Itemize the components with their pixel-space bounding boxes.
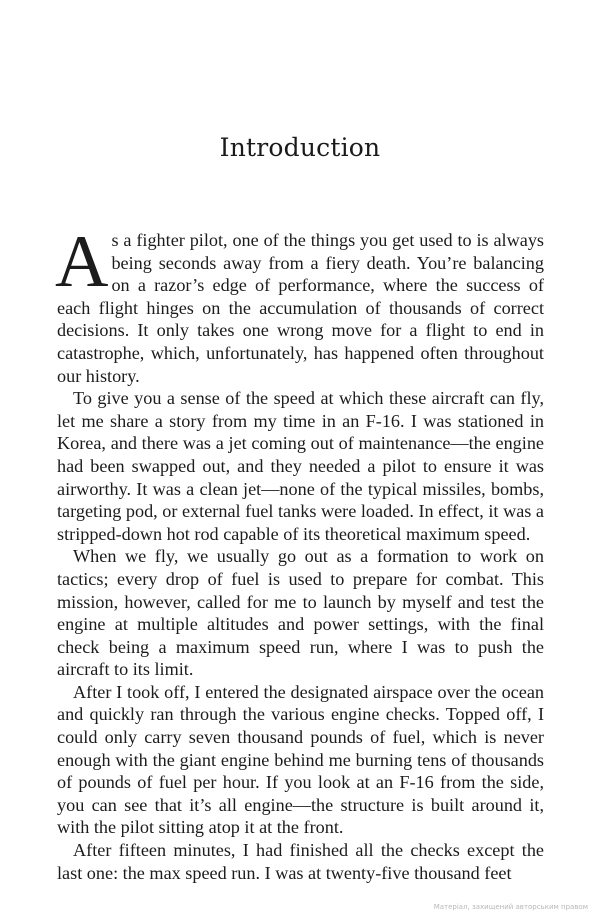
chapter-body: [55, 221, 544, 884]
paragraph-3: When we fly, we usually go out as a formation to work on tactics; every drop of fuel is used to prepare for combat. This mission, however, called for me to launch by myself and test the engine at multiple altitudes and power settings, with the final check being a maximum speed run, where I was to push the aircraft to its limit.: [57, 546, 544, 680]
paragraph-4: After I took off, I entered the designated airspace over the ocean and quickly ran through the various engine checks. Topped off, I could only carry seven thousand pounds of fuel, which is never enough with the giant engine behind me burning tens of thousands of pounds of fuel per hour. If you look at an F-16 from the side, you can see that it’s all engine—the structure is built around it, with the pilot sitting atop it at the front.: [57, 681, 544, 838]
drop-cap: A: [55, 221, 109, 303]
paragraph-2: To give you a sense of the speed at which these aircraft can fly, let me share a story from my time in an F-16. I was stationed in Korea, and there was a jet coming out of maintenance—the engine had been swapped out, and they needed a pilot to ensure it was airworthy. It was a clean jet—none of the typical missiles, bombs, targeting pod, or external fuel tanks were loaded. In effect, it was a stripped-down hot rod capable of its theoretical maximum speed.: [57, 388, 544, 544]
chapter-title: Introduction: [219, 133, 381, 162]
paragraph-1-text: s a fighter pilot, one of the things you get used to is always being seconds away from a fiery death. You’re balancing on a razor’s edge of performance, where the success of each flight hinges on the accumulation of thousands of correct decisions. It only takes one wrong move for a flight to end in catastrophe, which, unfortunately, has happened often throughout our history.: [57, 230, 544, 386]
paragraph-5: After fifteen minutes, I had finished all the checks except the last one: the max speed run. I was at twenty-five thousand feet: [57, 840, 544, 883]
paragraph-1: [55, 221, 544, 387]
copyright-watermark: Матеріал, захищений авторським правом: [433, 903, 588, 911]
